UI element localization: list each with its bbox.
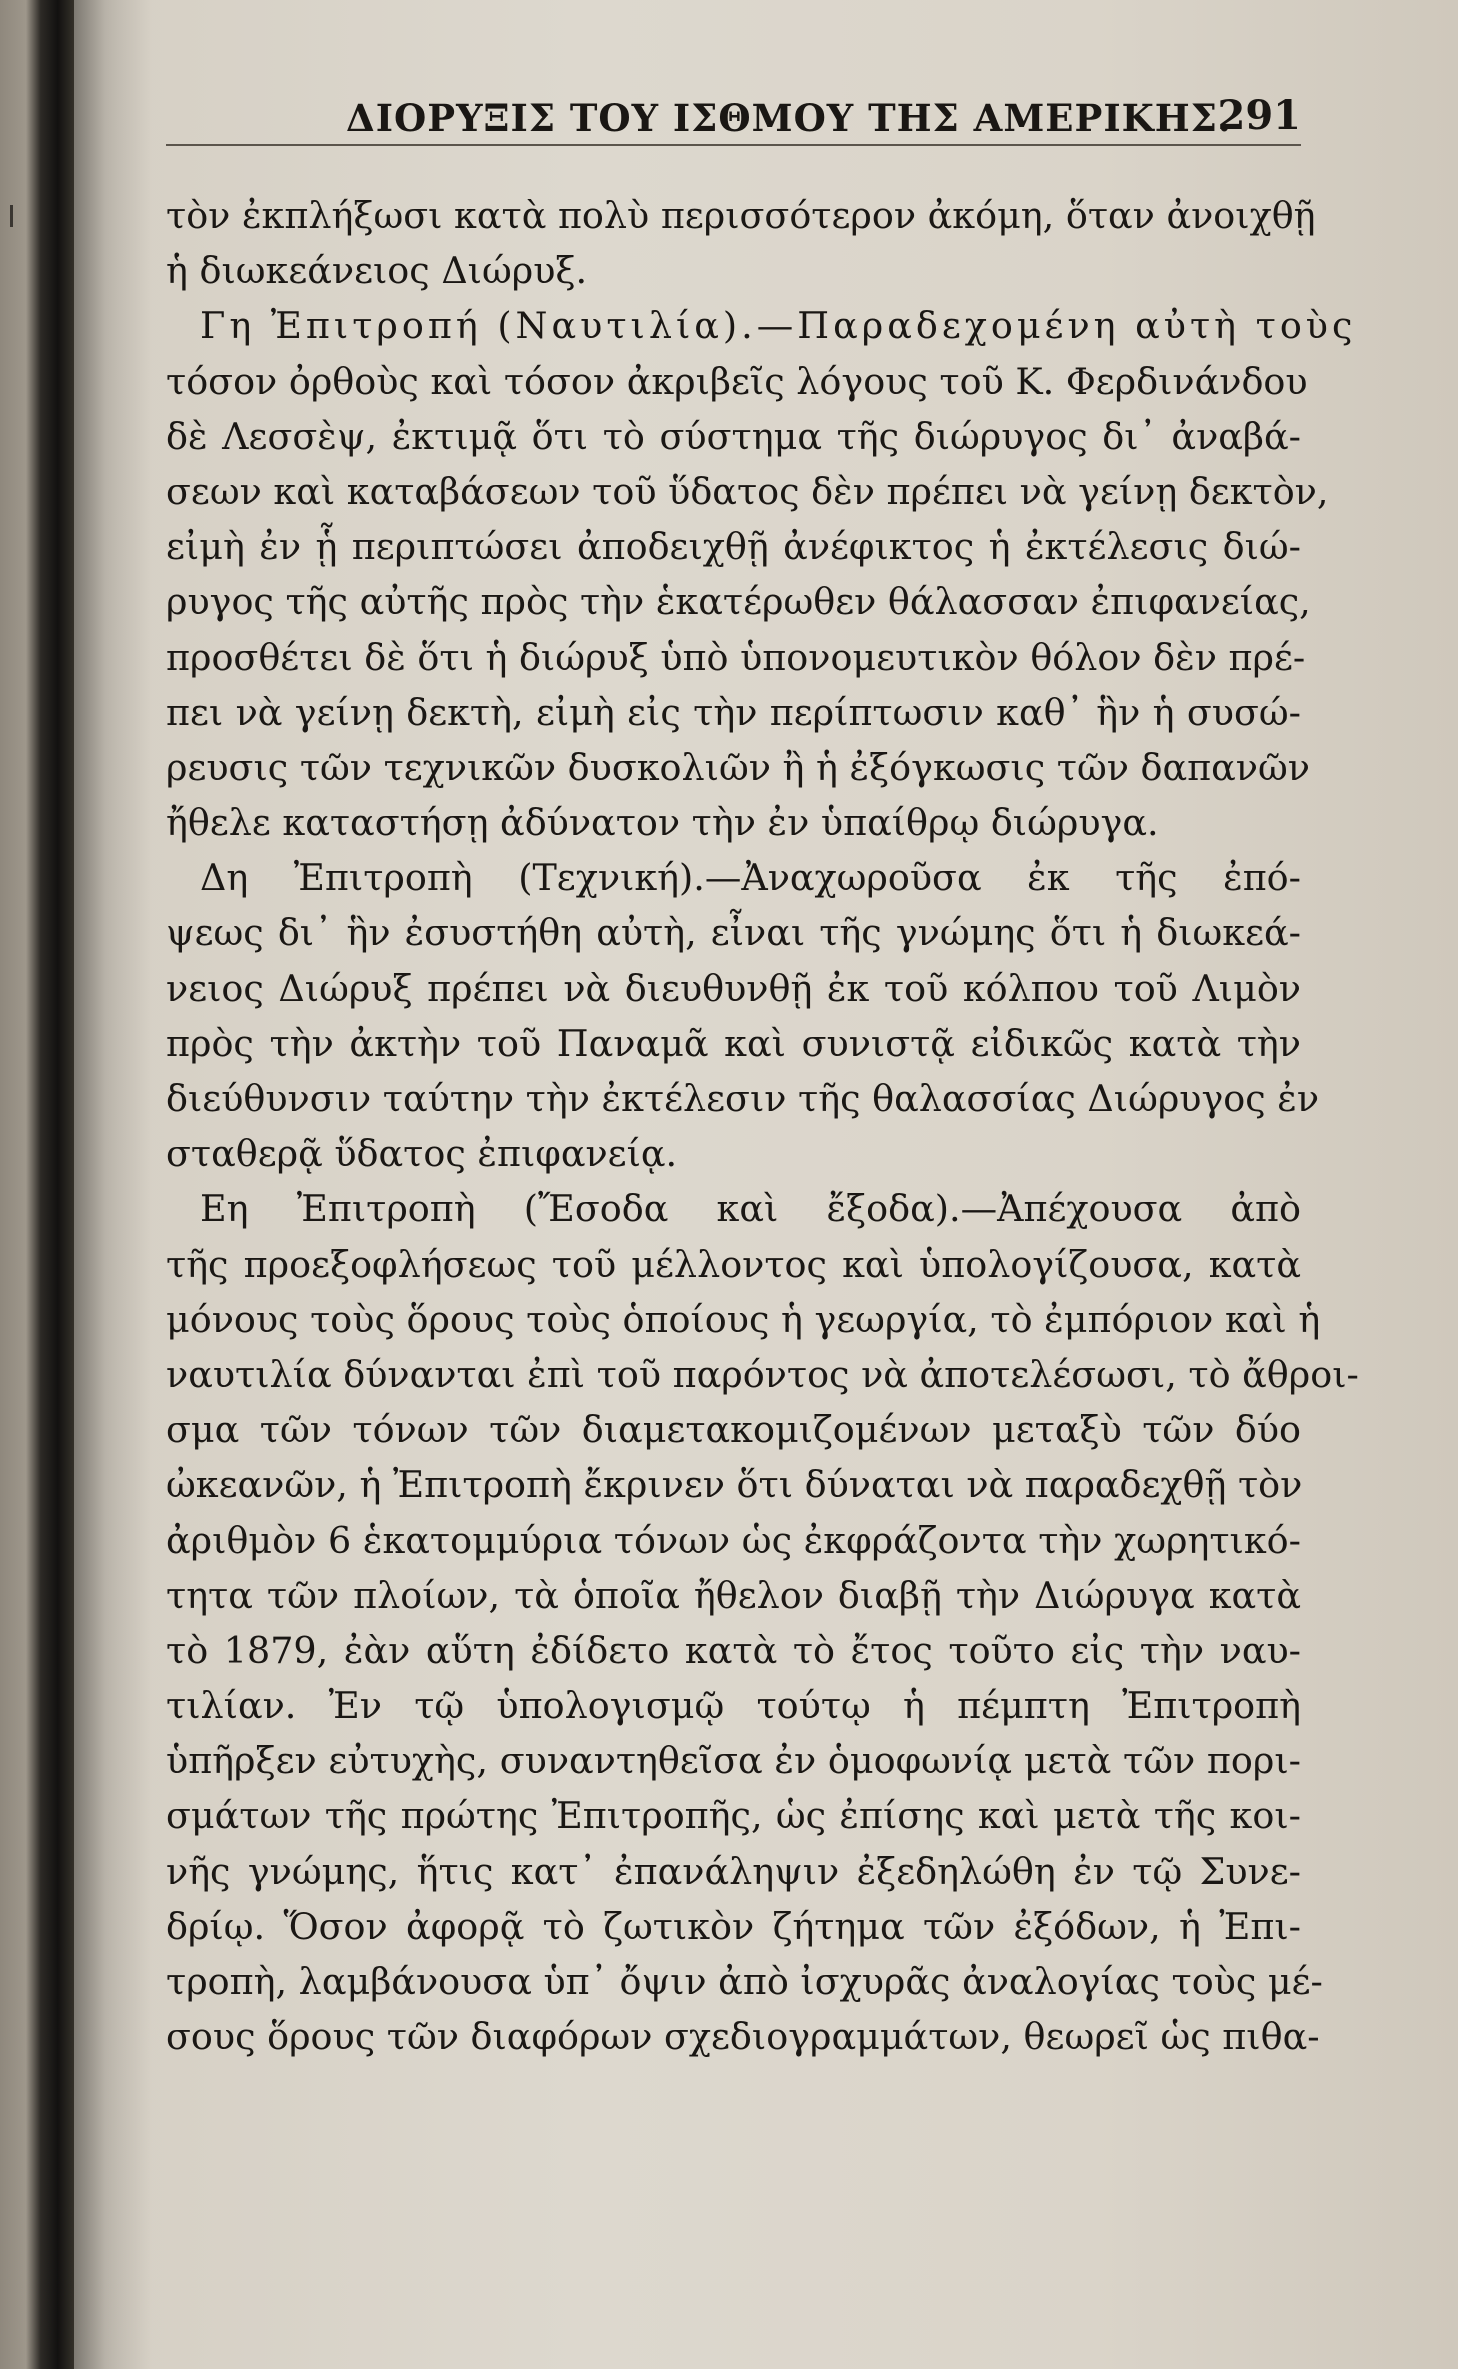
gutter-shadow xyxy=(74,0,152,2369)
text-line: προσθέτει δὲ ὅτι ἡ διώρυξ ὑπὸ ὑπονομευτικὸν θόλον δὲν πρέ- xyxy=(166,635,1306,679)
text-line: ὠκεανῶν, ἡ Ἐπιτροπὴ ἔκρινεν ὅτι δύναται νὰ παραδεχθῇ τὸν xyxy=(166,1463,1303,1507)
running-title: ΔΙΟΡΥΞΙΣ ΤΟΥ ΙΣΘΜΟΥ ΤΗΣ ΑΜΕΡΙΚΗΣ. xyxy=(346,96,1232,140)
text-line: σμα τῶν τόνων τῶν διαμετακομιζομένων μεταξὺ τῶν δύο xyxy=(166,1408,1301,1452)
text-line: ἡ διωκεάνειος Διώρυξ. xyxy=(166,249,588,293)
section-heading-line: Εη Ἐπιτροπὴ (Ἔσοδα καὶ ἔξοδα).—Ἀπέχουσα ἀπὸ xyxy=(200,1187,1301,1231)
text-line: νῆς γνώμης, ἥτις κατ᾽ ἐπανάληψιν ἐξεδηλώθη ἐν τῷ Συνε- xyxy=(166,1849,1301,1893)
running-header xyxy=(166,92,1301,146)
text-line: δὲ Λεσσὲψ, ἐκτιμᾷ ὅτι τὸ σύστημα τῆς διώρυγος δι᾽ ἀναβά- xyxy=(166,414,1301,458)
text-line: πρὸς τὴν ἀκτὴν τοῦ Παναμᾶ καὶ συνιστᾷ εἰδικῶς κατὰ τὴν xyxy=(166,1021,1301,1065)
text-line: σταθερᾷ ὕδατος ἐπιφανείᾳ. xyxy=(166,1132,678,1176)
text-line: τὸ 1879, ἐὰν αὕτη ἐδίδετο κατὰ τὸ ἔτος τοῦτο εἰς τὴν ναυ- xyxy=(166,1628,1301,1672)
text-line: νειος Διώρυξ πρέπει νὰ διευθυνθῇ ἐκ τοῦ κόλπου τοῦ Λιμὸν xyxy=(166,966,1301,1010)
page-number: 291 xyxy=(1217,92,1301,139)
text-line: τόσον ὀρθοὺς καὶ τόσον ἀκριβεῖς λόγους τοῦ Κ. Φερδινάνδου xyxy=(166,359,1308,403)
body-text xyxy=(166,188,1359,2064)
text-line: ἤθελε καταστήσῃ ἀδύνατον τὴν ἐν ὑπαίθρῳ διώρυγα. xyxy=(166,801,1159,845)
text-line: τῆς προεξοφλήσεως τοῦ μέλλοντος καὶ ὑπολογίζουσα, κατὰ xyxy=(166,1242,1301,1286)
text-line: ναυτιλία δύνανται ἐπὶ τοῦ παρόντος νὰ ἀποτελέσωσι, τὸ ἄθροι- xyxy=(166,1352,1359,1396)
text-line: μόνους τοὺς ὅρους τοὺς ὁποίους ἡ γεωργία, τὸ ἐμπόριον καὶ ἡ xyxy=(166,1297,1321,1341)
text-line: τητα τῶν πλοίων, τὰ ὁποῖα ἤθελον διαβῇ τὴν Διώρυγα κατὰ xyxy=(166,1573,1301,1617)
text-line: διεύθυνσιν ταύτην τὴν ἐκτέλεσιν τῆς θαλασσίας Διώρυγος ἐν xyxy=(166,1077,1320,1120)
text-line: τροπὴ, λαμβάνουσα ὑπ᾽ ὄψιν ἀπὸ ἰσχυρᾶς ἀναλογίας τοὺς μέ- xyxy=(166,1960,1323,2003)
section-heading-line: Δη Ἐπιτροπὴ (Τεχνική).—Ἀναχωροῦσα ἐκ τῆς ἐπό- xyxy=(200,856,1301,900)
page-edge-mark xyxy=(10,205,13,227)
text-line: τὸν ἐκπλήξωσι κατὰ πολὺ περισσότερον ἀκόμη, ὅταν ἀνοιχθῇ xyxy=(166,194,1316,237)
text-line: ψεως δι᾽ ἣν ἐσυστήθη αὐτὴ, εἶναι τῆς γνώμης ὅτι ἡ διωκεά- xyxy=(166,911,1301,955)
text-line: σμάτων τῆς πρώτης Ἐπιτροπῆς, ὡς ἐπίσης καὶ μετὰ τῆς κοι- xyxy=(166,1794,1301,1838)
text-line: τιλίαν. Ἐν τῷ ὑπολογισμῷ τούτῳ ἡ πέμπτη Ἐπιτροπὴ xyxy=(166,1684,1301,1728)
text-line: πει νὰ γείνῃ δεκτὴ, εἰμὴ εἰς τὴν περίπτωσιν καθ᾽ ἣν ἡ συσώ- xyxy=(166,690,1301,734)
text-line: ρυγος τῆς αὐτῆς πρὸς τὴν ἑκατέρωθεν θάλασσαν ἐπιφανείας, xyxy=(166,580,1311,624)
book-spine xyxy=(0,0,74,2369)
text-line: ρευσις τῶν τεχνικῶν δυσκολιῶν ἢ ἡ ἐξόγκωσις τῶν δαπανῶν xyxy=(166,745,1310,789)
text-line: σεων καὶ καταβάσεων τοῦ ὕδατος δὲν πρέπει νὰ γείνῃ δεκτὸν, xyxy=(166,469,1329,513)
text-line: ἀριθμὸν 6 ἑκατομμύρια τόνων ὡς ἐκφράζοντα τὴν χωρητικό- xyxy=(166,1518,1301,1562)
text-line: εἰμὴ ἐν ᾗ περιπτώσει ἀποδειχθῇ ἀνέφικτος ἡ ἐκτέλεσις διώ- xyxy=(166,525,1301,569)
text-line: σους ὅρους τῶν διαφόρων σχεδιογραμμάτων, θεωρεῖ ὡς πιθα- xyxy=(166,2015,1320,2059)
text-line: ὑπῆρξεν εὐτυχὴς, συναντηθεῖσα ἐν ὁμοφωνίᾳ μετὰ τῶν πορι- xyxy=(166,1739,1301,1783)
text-line: δρίῳ. Ὅσον ἀφορᾷ τὸ ζωτικὸν ζήτημα τῶν ἐξόδων, ἡ Ἐπι- xyxy=(166,1904,1301,1948)
section-heading-line: Γη Ἐπιτροπή (Ναυτιλία).—Παραδεχομένη αὐτὴ τοὺς xyxy=(200,304,1357,348)
